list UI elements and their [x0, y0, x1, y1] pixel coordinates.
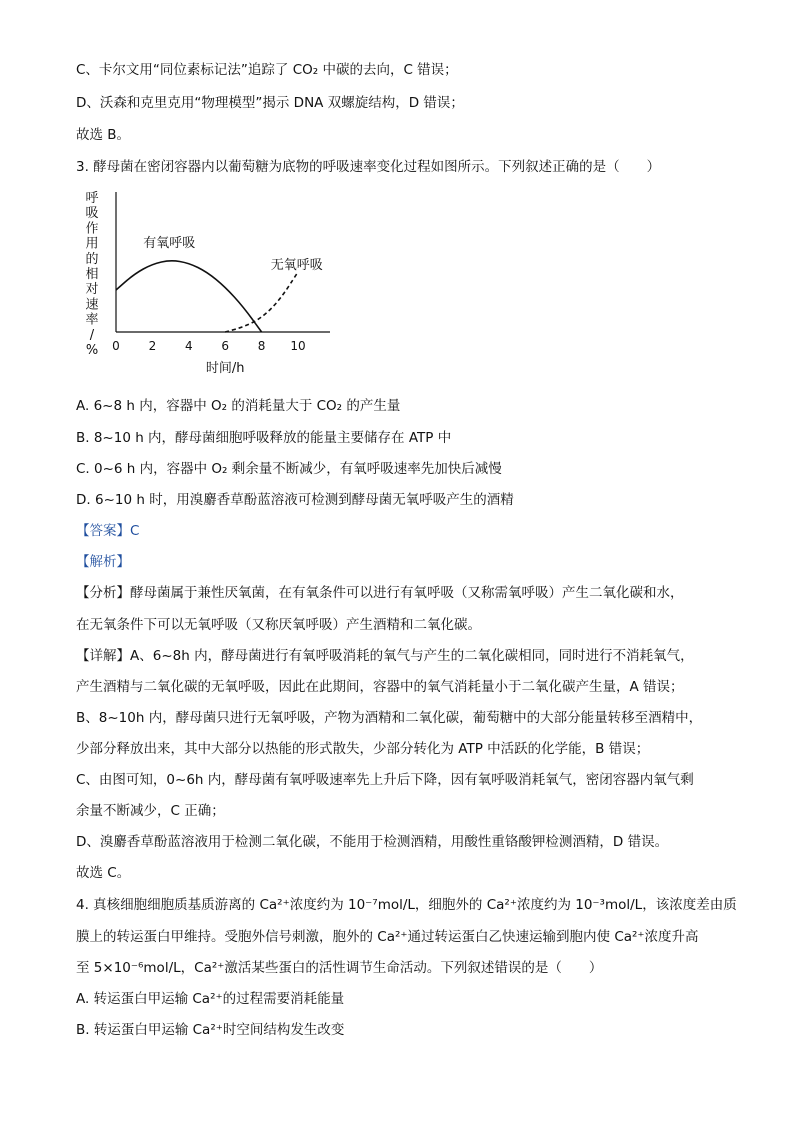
chart-y-label	[85, 191, 98, 358]
analysis-text: 在无氧条件下可以无氧呼吸（又称厌氧呼吸）产生酒精和二氧化碳。	[76, 617, 481, 633]
y-label-char: /	[89, 327, 95, 343]
detail-text: 余量不断减少，C 正确；	[76, 803, 225, 819]
option-b: B. 8~10 h 内，酵母菌细胞呼吸释放的能量主要储存在 ATP 中	[76, 430, 452, 446]
question-3: 3. 酵母菌在密闭容器内以葡萄糖为底物的呼吸速率变化过程如图所示。下列叙述正确的是（ ）	[76, 159, 661, 175]
detail-text: 故选 C。	[76, 865, 131, 881]
y-label-char: %	[85, 343, 99, 358]
y-label-char: 作	[85, 221, 99, 237]
y-label-char: 相	[85, 267, 99, 282]
y-label-char: 速	[85, 297, 99, 313]
detail-text: 【详解】A、6~8h 内，酵母菌进行有氧呼吸消耗的氧气与产生的二氧化碳相同，同时进行不消耗氧气，	[76, 648, 694, 664]
y-label-char: 吸	[85, 206, 99, 222]
y-label-char: 的	[85, 251, 99, 267]
detail-text: 少部分释放出来，其中大部分以热能的形式散失，少部分转化为 ATP 中活跃的化学能，B 错误；	[76, 741, 650, 757]
respiration-chart	[76, 186, 346, 376]
x-tick-label: 8	[257, 339, 266, 353]
x-tick-label: 4	[184, 339, 193, 353]
answer-label: 【答案】C	[76, 523, 140, 539]
x-tick-label: 0	[112, 339, 120, 353]
chart-x-label: 时间/h	[205, 361, 245, 376]
series-line	[116, 261, 262, 332]
chart-x-ticks	[112, 339, 305, 353]
detail-text: D、溴麝香草酚蓝溶液用于检测二氧化碳，不能用于检测酒精，用酸性重铬酸钾检测酒精，D 错误。	[76, 834, 669, 850]
analysis-label: 【解析】	[76, 554, 130, 570]
text-line: D、沃森和克里克用“物理模型”揭示 DNA 双螺旋结构，D 错误；	[76, 95, 464, 111]
text-line: 故选 B。	[76, 127, 131, 143]
question-4: 4. 真核细胞细胞质基质游离的 Ca²⁺浓度约为 10⁻⁷mol/L，细胞外的 Ca²⁺浓度约为 10⁻³mol/L，该浓度差由质	[76, 897, 737, 913]
y-label-char: 用	[85, 236, 99, 252]
analysis-text: 【分析】酵母菌属于兼性厌氧菌，在有氧条件可以进行有氧呼吸（又称需氧呼吸）产生二氧化碳和水，	[76, 585, 684, 601]
y-label-char: 对	[85, 282, 99, 298]
y-label-char: 呼	[85, 191, 99, 206]
y-label-char: 率	[85, 312, 99, 328]
series-label-anaerobic: 无氧呼吸	[270, 258, 323, 273]
option-a: A. 6~8 h 内，容器中 O₂ 的消耗量大于 CO₂ 的产生量	[76, 398, 401, 414]
option-d: D. 6~10 h 时，用溴麝香草酚蓝溶液可检测到酵母菌无氧呼吸产生的酒精	[76, 492, 514, 508]
detail-text: B、8~10h 内，酵母菌只进行无氧呼吸，产物为酒精和二氧化碳，葡萄糖中的大部分能量转移至酒精中，	[76, 710, 703, 726]
series-label-aerobic: 有氧呼吸	[143, 236, 196, 251]
text-line: C、卡尔文用“同位素标记法”追踪了 CO₂ 中碳的去向，C 错误；	[76, 62, 458, 78]
q4-option-a: A. 转运蛋白甲运输 Ca²⁺的过程需要消耗能量	[76, 991, 345, 1007]
series-line	[225, 272, 298, 332]
q4-option-b: B. 转运蛋白甲运输 Ca²⁺时空间结构发生改变	[76, 1022, 345, 1038]
chart-series-labels	[143, 236, 322, 273]
question-4: 至 5×10⁻⁶mol/L，Ca²⁺激活某些蛋白的活性调节生命活动。下列叙述错误的是（ ）	[76, 960, 603, 976]
option-c: C. 0~6 h 内，容器中 O₂ 剩余量不断减少，有氧呼吸速率先加快后减慢	[76, 461, 502, 477]
detail-text: 产生酒精与二氧化碳的无氧呼吸，因此在此期间，容器中的氧气消耗量小于二氧化碳产生量，A 错误；	[76, 679, 684, 695]
x-tick-label: 10	[290, 339, 306, 353]
question-4: 膜上的转运蛋白甲维持。受胞外信号刺激，胞外的 Ca²⁺通过转运蛋白乙快速运输到胞内使 Ca²⁺浓度升高	[76, 929, 699, 945]
x-tick-label: 2	[148, 339, 157, 353]
x-tick-label: 6	[221, 339, 230, 353]
detail-text: C、由图可知，0~6h 内，酵母菌有氧呼吸速率先上升后下降，因有氧呼吸消耗氧气，密闭容器内氧气剩	[76, 772, 694, 788]
